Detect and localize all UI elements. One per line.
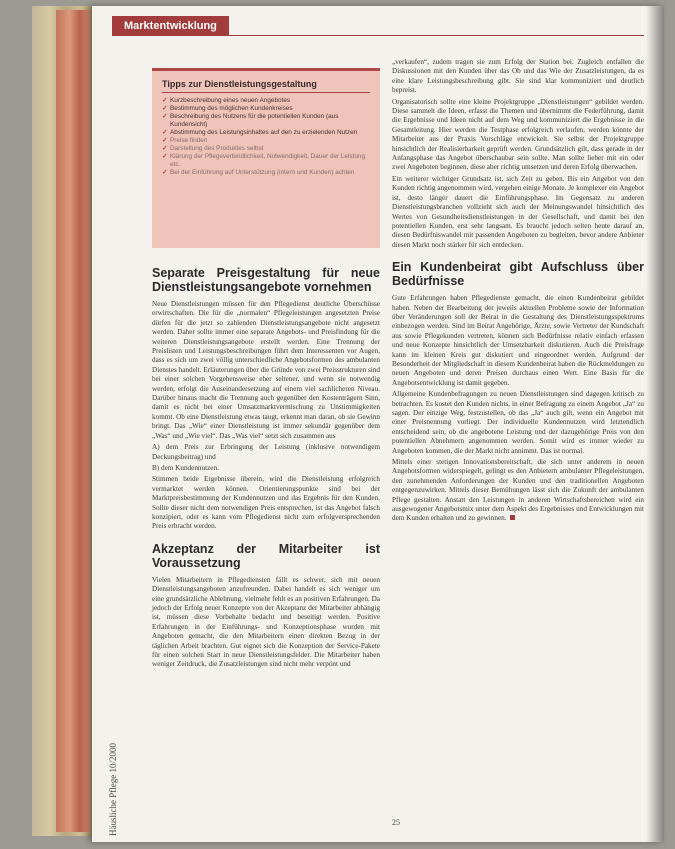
header-rule <box>112 35 644 36</box>
tips-title: Tipps zur Dienstleistungsgestaltung <box>162 79 370 93</box>
page-number: 25 <box>392 818 400 827</box>
paragraph: Neue Dienstleistungen müssen für den Pflegedienst deutliche Überschüsse erwirtschaften. Die für die „normalen“ Pflegeleistungen angesetzten Preise dürfen für die jetzt so zahlenden Dienstleistungsangebote nicht angesetzt werden. Daher sollte immer eine separate Angebots- und Preisfindung für die weiteren Dienstleistungsangebote erstellt werden. Eine Trennung der Preislisten und Leistungsbeschreibungen führt dem Interessenten vor Augen, dass es sich um zwei völlig unterschiedliche Angebotsformen des ambulanten Dienstes handelt. Erläuterungen über die Gründe von zwei Preisstrukturen sind bei einer solchen Vorgehensweise eher seltener, und wenn sie notwendig werden, erfolgt die Auseinandersetzung auf einem viel sachlicheren Niveau. Darüber hinaus macht die Trennung auch gegenüber den Kostenträgern Sinn, damit es nicht bei einer Umsatzmarktvermischung zu Unstimmigkeiten kommt. Ob eine Dienstleistung etwas taugt, erkennt man daran, ob sie Gewinn bringt. Das „Wie“ einer Dienstleistung ist immer sekundär gegenüber dem „Was“ und „Wie viel“. Das „Was viel“ setzt sich zusammen aus <box>152 300 380 440</box>
heading-preisgestaltung: Separate Preisgestaltung für neue Dienstleistungsangebote vornehmen <box>152 266 380 294</box>
tips-item: ✓ Bestimmung des möglichen Kundenkreises <box>162 105 370 113</box>
tips-item: ✓ Abstimmung des Leistungsinhaltes auf den zu erzielenden Nutzen <box>162 129 370 137</box>
paragraph: Stimmen beide Ergebnisse überein, wird die Dienstleistung erfolgreich vermarktet werden können. Orientierungspunkte sind bei der Marktpreisbestimmung der Kundennutzen und das Ergebnis für den Kunden. Sollte dieser nicht dem notwendigen Preis entsprechen, ist das Angebot falsch konzipiert, oder es kann vom Pflegedienst nicht zum erfolgversprechenden Preis erbracht werden. <box>152 475 380 531</box>
paragraph: Organisatorisch sollte eine kleine Projektgruppe „Dienstleistungen“ gebildet werden. Diese sammelt die Ideen, erfasst die Themen und übernimmt die Federführung, damit die Ergebnisse und Ideen nicht auf dem Weg und kommuniziert die Ergebnisse in die Gesamtleitung. Hier werden die Testphase erfolgreich verlaufen, werden könnte der Mitarbeiter aus der Praxis Vorschläge entwickelt. Sie selbst der Projektgruppe hinsichtlich der Realisierbarkeit geprüft werden. Grundsätzlich gilt, dass gerade in der Anfangsphase das Angebot überschaubar sein sollte. Man sollte lieber mit ein oder zwei Angeboten beginnen, diese aber richtig umsetzen und deren Erfolg überwachen. <box>392 97 644 172</box>
paragraph <box>392 458 644 524</box>
page-edge-stack <box>56 10 90 832</box>
tips-item: ✓ Darstellung des Produktes selbst <box>162 145 370 153</box>
end-mark-icon <box>510 515 515 520</box>
journal-side-label: Häusliche Pflege 10/2000 <box>108 743 118 836</box>
heading-akzeptanz: Akzeptanz der Mitarbeiter ist Voraussetzung <box>152 541 380 570</box>
tips-item: ✓ Bei der Einführung auf Unterstützung (intern und Kunden) achten <box>162 169 370 177</box>
paragraph: A) dem Preis zur Erbringung der Leistung (inklusive notwendigem Deckungsbeitrag) und <box>152 443 380 461</box>
left-column <box>152 256 380 672</box>
section-header: Marktentwicklung <box>112 16 229 36</box>
tips-item: ✓ Beschreibung des Nutzens für die potentiellen Kunden (aus Kundensicht) <box>162 113 370 129</box>
paragraph: Gute Erfahrungen haben Pflegedienste gemacht, die einen Kundenbeirat gebildet haben. Neben der Bearbeitung der jeweils aktuellen Probleme sowie der Information über Veränderungen soll der Beirat in die Gestaltung des Dienstleistungsspektrums einbezogen werden. Sind im Beirat Angehörige, Ärzte, sowie Vertreter der Kundschaft aus sowie Pflegekunden vertreten, können sich Bedürfnisse relativ einfach erfassen und neue Konzepte hinsichtlich der Umsetzbarkeit diskutieren. Auch die Preisfrage kann im kleinen Kreis gut diskutiert und eingeordnet werden. Aufgrund der Besonderheit der Mitgliedschaft in diesem Kundenbeirat haben die Rückmeldungen zu neuen Angeboten und deren Preisen durchaus einen Wert. Eine Basis für die Angebotsentwicklung ist damit gegeben. <box>392 294 644 387</box>
page-gutter-shadow <box>646 6 664 842</box>
tips-item: ✓ Kurzbeschreibung eines neuen Angebotes <box>162 97 370 105</box>
paragraph: Ein weiterer wichtiger Grundsatz ist, sich Zeit zu geben. Bis ein Angebot von den Kunden richtig angenommen wird, vergehen einige Monate. Je komplexer ein Angebot ist, desto länger dauert die Einführungsphase. Im Gegensatz zu anderen Dienstleistungsbranchen vollzieht sich auch der Meinungswandel hinsichtlich des Wertes von Gesundheitsdienstleistungen in der Gesellschaft, und damit bei den potentiellen Kunden, erst sehr langsam. Es braucht jedoch selten heute darauf an, diesen Bedürfniswandel mit passenden Angeboten zu begleiten, bevor andere Anbieter diesen Markt noch stärker für sich entdecken. <box>392 174 644 249</box>
tips-list <box>162 97 370 177</box>
right-column <box>392 58 644 526</box>
paragraph: Vielen Mitarbeitern in Pflegediensten fällt es schwer, sich mit neuen Dienstleistungsangeboten anzufreunden. Dabei handelt es sich weniger um eine grundsätzliche Ablehnung, vielmehr fehlt es an positiven Erfahrungen. Da jedoch der Erfolg neuer Konzepte von der Akzeptanz der Mitarbeiter abhängig ist, müssen diese Vorbehalte bedacht und beseitigt werden. Positive Erfahrungen in der Einführungs- und Konzeptionsphase wurden mit Angeboten gemacht, die den Mitarbeitern einen direkten Bezug in der täglichen Arbeit brachten. Gut eignet sich die Konzeption der Service-Pakete für einen solchen Start in neue Dienstleistungsfelder. Die Mitarbeiter haben weniger Zeitdruck, die Zusatzleistungen sind nicht mehr verpönt und <box>152 575 380 669</box>
paragraph: „verkaufen“, zudem tragen sie zum Erfolg der Station bei. Zugleich entfallen die Diskussionen mit den Kunden über das Ob und das Wie der Zusatzleistungen, da es eine klare Leistungsbeschreibung gibt. Sie sind klar kommuniziert und deutlich bepreist. <box>392 58 644 95</box>
tips-item: ✓ Preise finden <box>162 137 370 145</box>
paragraph-text: Mittels einer stetigen Innovationsbereitschaft, die sich unter anderem in neuen Angebotsformen widerspiegelt, gelingt es den Anbietern ambulanter Pflegeleistungen, den zunehmenden Anforderungen der Kunden und den traditionellen Angeboten entgegenzuwirken. Mittels dieser Bemühungen lässt sich die Zukunft der ambulanten Pflege gestalten. Anstatt den Leistungen in anderen Wirtschaftsbereichen wird ein ausgewogener Angebotsmix unter dem Aspekt des Ergebnisses und Entwicklungen mit dem Kunden erhalten und zu gewinnen. <box>392 458 644 523</box>
paragraph: Allgemeine Kundenbefragungen zu neuen Dienstleistungen sind dagegen kritisch zu betrachten. Es kostet den Kunden nichts, in einer Befragung zu einem Angebot „Ja“ zu sagen. Der einzige Weg, festzustellen, ob das „Ja“ auch gilt, wenn ein Angebot mit einer Preisnennung vorliegt. Der individuelle Kundennutzen wird letztendlich entscheidend sein, ob die angebotene Leistung und der dazugehörige Preis von den potentiellen Abnehmern angenommen werden. Somit wird es immer wieder zu Angeboten kommen, die der Markt nicht annimmt. Das ist normal. <box>392 390 644 455</box>
magazine-page <box>92 6 664 842</box>
heading-kundenbeirat: Ein Kundenbeirat gibt Aufschluss über Bedürfnisse <box>392 260 644 289</box>
paragraph: B) dem Kundennutzen. <box>152 463 219 472</box>
tips-box <box>152 68 380 248</box>
tips-item: ✓ Klärung der Pflegeverbindlichkeit, Notwendigkeit, Dauer der Leistung etc. <box>162 153 370 169</box>
